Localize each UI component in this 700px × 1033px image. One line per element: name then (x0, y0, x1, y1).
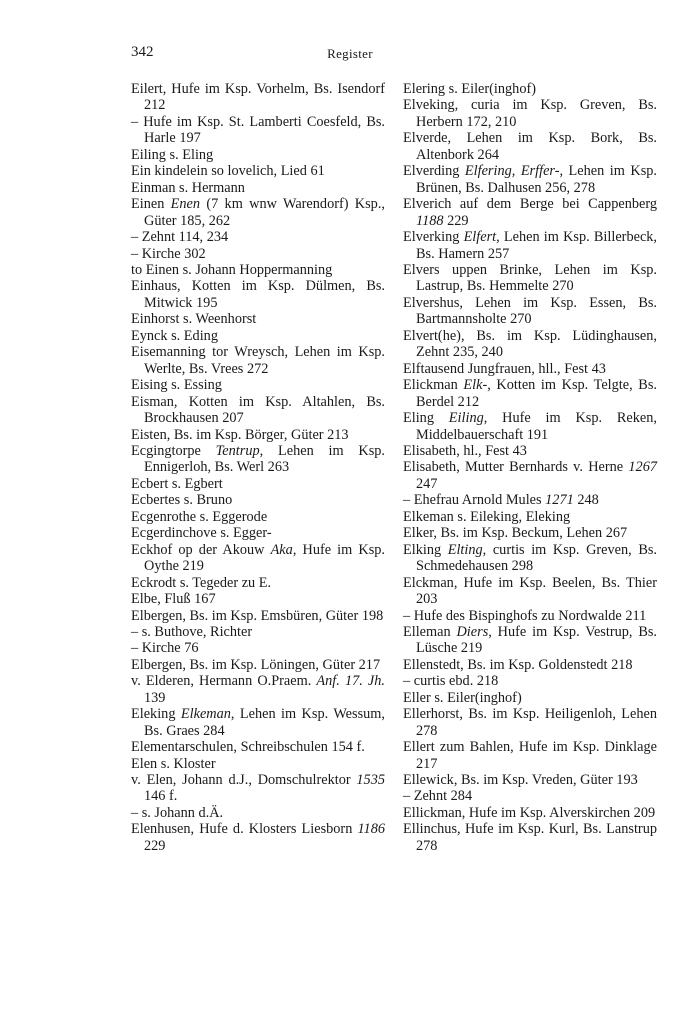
running-title: Register (327, 46, 373, 61)
index-entry: Ecgenrothe s. Eggerode (131, 508, 268, 525)
index-entry: Elverking Elfert, Lehen im Ksp. Billerbeck, Bs. Hamern 257 (403, 229, 658, 262)
index-entry: Elftausend Jungfrauen, hll., Fest 43 (403, 360, 606, 377)
index-entry: v. Elderen, Hermann O.Praem. Anf. 17. Jh. 139 (131, 673, 385, 706)
index-entry: – Kirche 76 (131, 640, 199, 657)
index-entry: Ecgingtorpe Tentrup, Lehen im Ksp. Ennigerloh, Bs. Werl 263 (131, 442, 385, 476)
index-entry: Ecbert s. Egbert (131, 475, 223, 492)
index-entry: Eckrodt s. Tegeder zu E. (131, 574, 272, 591)
index-entry: Elkeman s. Eileking, Eleking (403, 508, 571, 525)
index-entry: – Kirche 302 (131, 245, 206, 262)
index-entry: Eilert, Hufe im Ksp. Vorhelm, Bs. Isendorf 212 (131, 81, 385, 114)
index-entry: – Zehnt 114, 234 (131, 229, 229, 246)
index-entry: Elbergen, Bs. im Ksp. Emsbüren, Güter 198 (131, 607, 384, 624)
index-entry: Elvers uppen Brinke, Lehen im Ksp. Lastrup, Bs. Hemmelte 270 (403, 261, 657, 295)
index-entry: to Einen s. Johann Hoppermanning (131, 261, 333, 278)
index-entry: v. Elen, Johann d.J., Domschulrektor 1535 146 f. (131, 772, 385, 805)
index-entry: – curtis ebd. 218 (403, 673, 499, 690)
index-entry: – s. Johann d.Ä. (131, 804, 224, 821)
index-entry: Eynck s. Eding (131, 327, 218, 344)
index-entry: Eisten, Bs. im Ksp. Börger, Güter 213 (131, 426, 349, 443)
index-column-right (403, 81, 657, 854)
index-entry: Elvershus, Lehen im Ksp. Essen, Bs. Bartmannsholte 270 (403, 294, 657, 328)
index-entry: Ellert zum Bahlen, Hufe im Ksp. Dinklage 217 (403, 739, 657, 772)
index-entry: Eising s. Essing (131, 377, 222, 394)
index-entry: – Hufe des Bispinghofs zu Nordwalde 211 (403, 607, 647, 624)
index-entry: Elenhusen, Hufe d. Klosters Liesborn 1186 229 (131, 821, 385, 854)
index-entry: Eisemanning tor Wreysch, Lehen im Ksp. Werlte, Bs. Vrees 272 (131, 344, 385, 377)
index-entry: Eller s. Eiler(inghof) (403, 689, 522, 706)
index-entry: Einman s. Hermann (131, 179, 245, 196)
index-entry: Eiling s. Eling (131, 146, 214, 163)
index-entry: Elen s. Kloster (131, 755, 216, 772)
index-entry: Ein kindelein so lovelich, Lied 61 (131, 163, 325, 180)
index-entry: Ellickman, Hufe im Ksp. Alverskirchen 209 (403, 804, 656, 821)
index-entry: Eisman, Kotten im Ksp. Altahlen, Bs. Brockhausen 207 (131, 393, 385, 427)
index-entry: Einen Enen (7 km wnw Warendorf) Ksp., Güter 185, 262 (131, 196, 385, 229)
index-entry: – s. Buthove, Richter (131, 623, 253, 640)
index-entry: Elverich auf dem Berge bei Cappenberg 1188 229 (403, 196, 657, 229)
index-entry: Ellerhorst, Bs. im Ksp. Heiligenloh, Lehen 278 (403, 706, 657, 739)
index-entry: Elbe, Fluß 167 (131, 591, 216, 608)
index-entry: Eckhof op der Akouw Aka, Hufe im Ksp. Oythe 219 (131, 541, 385, 575)
index-entry: – Hufe im Ksp. St. Lamberti Coesfeld, Bs. Harle 197 (131, 113, 385, 147)
index-entry: Elverde, Lehen im Ksp. Bork, Bs. Altenbork 264 (403, 130, 657, 163)
index-entry: Elisabeth, hl., Fest 43 (403, 442, 527, 459)
index-entry: Elckman, Hufe im Ksp. Beelen, Bs. Thier 203 (403, 574, 657, 608)
index-entry: Elvert(he), Bs. im Ksp. Lüdinghausen, Zehnt 235, 240 (403, 327, 657, 361)
index-entry: Ellewick, Bs. im Ksp. Vreden, Güter 193 (403, 772, 638, 789)
index-entry: Einhorst s. Weenhorst (131, 311, 257, 328)
index-entry: – Zehnt 284 (403, 788, 473, 805)
index-entry: Ellenstedt, Bs. im Ksp. Goldenstedt 218 (403, 656, 633, 673)
index-entry: Ecgerdinchove s. Egger- (131, 525, 272, 542)
index-entry: Eling Eiling, Hufe im Ksp. Reken, Middelbauerschaft 191 (403, 410, 657, 443)
page-number: 342 (131, 44, 154, 60)
index-entry: Elleman Diers, Hufe im Ksp. Vestrup, Bs. Lüsche 219 (403, 623, 657, 657)
index-entry: Elering s. Eiler(inghof) (403, 81, 537, 97)
index-entry: Elbergen, Bs. im Ksp. Löningen, Güter 217 (131, 656, 381, 673)
index-entry: Elker, Bs. im Ksp. Beckum, Lehen 267 (403, 525, 628, 542)
index-entry: Elickman Elk-, Kotten im Ksp. Telgte, Bs. Berdel 212 (403, 377, 657, 410)
index-column-left (131, 81, 385, 854)
index-entry: Elveking, curia im Ksp. Greven, Bs. Herbern 172, 210 (403, 97, 657, 130)
index-entry: Elverding Elfering, Erffer-, Lehen im Ksp. Brünen, Bs. Dalhusen 256, 278 (403, 163, 657, 196)
index-entry: Elking Elting, curtis im Ksp. Greven, Bs. Schmedehausen 298 (403, 541, 657, 575)
index-entry: Eleking Elkeman, Lehen im Ksp. Wessum, Bs. Graes 284 (131, 706, 385, 739)
index-entry: Ellinchus, Hufe im Ksp. Kurl, Bs. Lanstrup 278 (403, 821, 657, 854)
index-entry: Elementarschulen, Schreibschulen 154 f. (131, 739, 365, 756)
index-entry: Einhaus, Kotten im Ksp. Dülmen, Bs. Mitwick 195 (131, 278, 385, 311)
index-entry: Ecbertes s. Bruno (131, 492, 233, 509)
index-entry: – Ehefrau Arnold Mules 1271 248 (403, 492, 599, 509)
index-entry: Elisabeth, Mutter Bernhards v. Herne 1267 247 (403, 459, 657, 492)
